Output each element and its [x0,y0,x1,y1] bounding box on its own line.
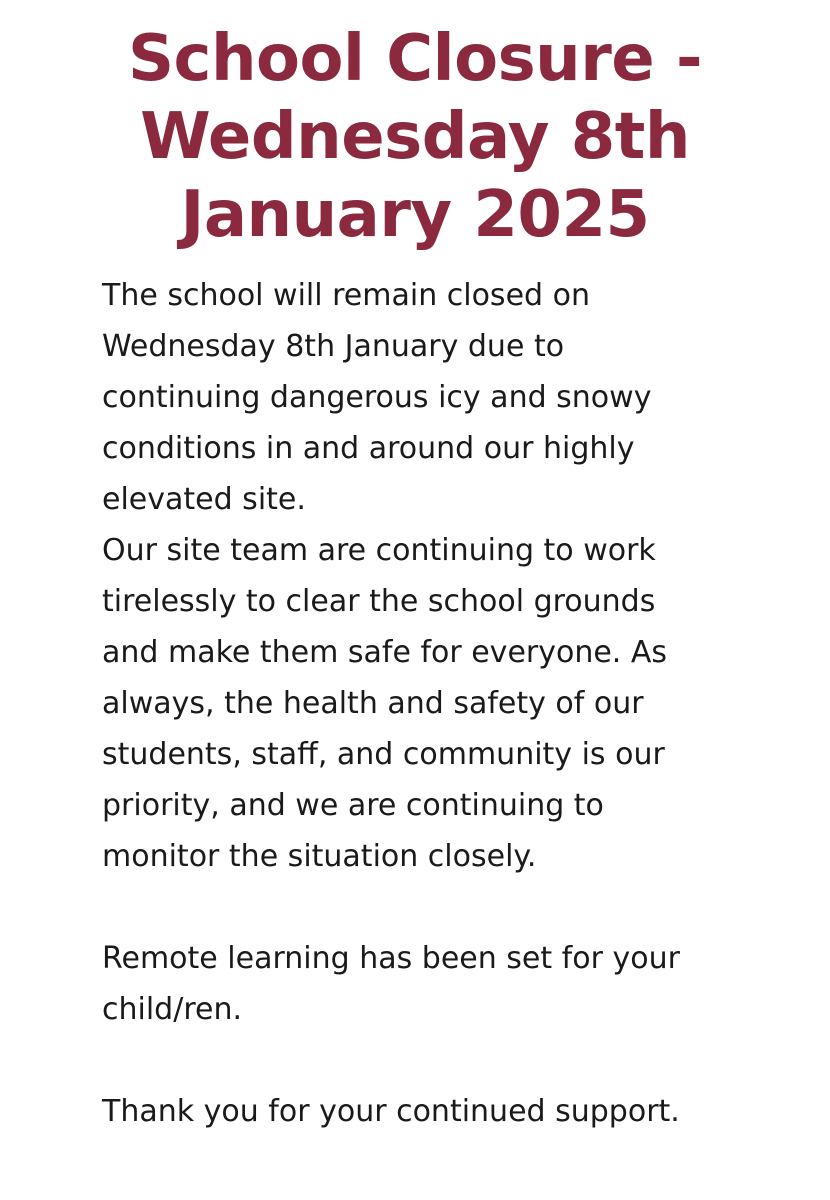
text-line: child/ren. [102,992,243,1027]
text-line: and make them safe for everyone. As [102,635,668,670]
text-line: monitor the situation closely. [102,839,537,874]
text-line: priority, and we are continuing to [102,788,604,823]
paragraph-spacer [102,1035,802,1086]
text-line: Our site team are continuing to work [102,533,656,568]
paragraph-remote-learning [102,933,802,1035]
paragraph-closure-reason [102,270,802,525]
text-line: always, the health and safety of our [102,686,644,721]
text-line: conditions in and around our highly [102,431,635,466]
text-line: elevated site. [102,482,306,517]
paragraph-site-team [102,525,802,882]
text-line: tirelessly to clear the school grounds [102,584,656,619]
text-line: students, staff, and community is our [102,737,665,772]
text-line: Wednesday 8th January due to [102,329,565,364]
title-line: Wednesday 8th [140,100,690,174]
text-line: The school will remain closed on [102,278,590,313]
paragraph-thank-you [102,1086,802,1137]
notice-body [102,270,802,1137]
text-line: continuing dangerous icy and snowy [102,380,652,415]
paragraph-spacer [102,882,802,933]
notice-title [60,20,770,254]
title-line: January 2025 [180,178,650,252]
text-line: Thank you for your continued support. [102,1094,680,1129]
text-line: Remote learning has been set for your [102,941,680,976]
title-line: School Closure - [127,22,703,96]
